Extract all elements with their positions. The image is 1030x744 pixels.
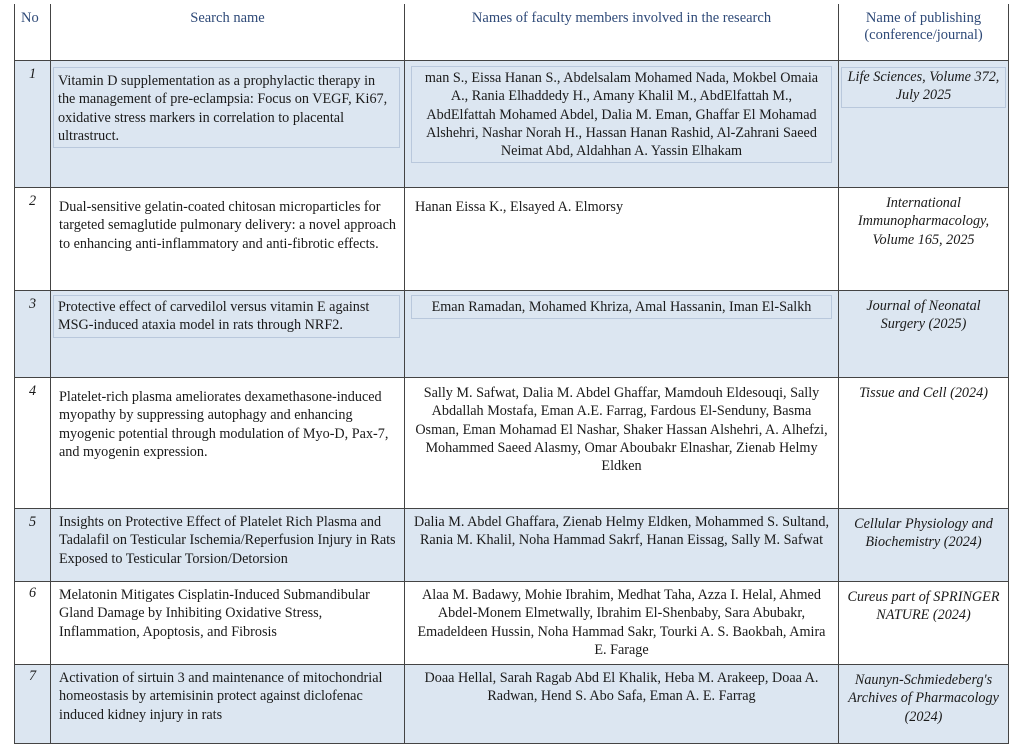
table-row xyxy=(15,582,1009,665)
table-row xyxy=(15,378,1009,509)
publication-name: Life Sciences, Volume 372, July 2025 xyxy=(841,67,1006,108)
research-title: Melatonin Mitigates Cisplatin-Induced Submandibular Gland Damage by Inhibiting Oxidative Stress, Inflammation, Apoptosis, and Fibrosis xyxy=(51,582,405,665)
faculty-members: Sally M. Safwat, Dalia M. Abdel Ghaffar, Mamdouh Eldesouqi, Sally Abdallah Mostafa, Eman A.E. Farrag, Fardous El-Senduny, Basma Osman, Eman Mohamad El Nashar, Shaker Hassan Alshehri, A. Alhefzi, Mohammed Saeed Alasmy, Omar Aboubakr Elnashar, Zienab Helmy Eldken xyxy=(405,378,839,509)
row-number: 7 xyxy=(15,665,51,744)
table-header-row xyxy=(15,4,1009,61)
table-row xyxy=(15,188,1009,291)
research-title: Protective effect of carvedilol versus vitamin E against MSG-induced ataxia model in rats through NRF2. xyxy=(53,295,400,338)
row-number: 5 xyxy=(15,509,51,582)
faculty-members: Doaa Hellal, Sarah Ragab Abd El Khalik, Heba M. Arakeep, Doaa A. Radwan, Hend S. Abo Safa, Eman A. E. Farrag xyxy=(405,665,839,744)
research-title: Insights on Protective Effect of Platelet Rich Plasma and Tadalafil on Testicular Ischemia/Reperfusion Injury in Rats Exposed to Testicular Torsion/Detorsion xyxy=(51,509,405,582)
research-title: Dual-sensitive gelatin-coated chitosan microparticles for targeted semaglutide pulmonary delivery: a novel approach to enhancing anti-inflammatory and anti-fibrotic effects. xyxy=(51,188,405,291)
faculty-members: man S., Eissa Hanan S., Abdelsalam Mohamed Nada, Mokbel Omaia A., Rania Elhaddedy H., Amany Khalil M., AbdElfattah M., AbdElfattah Mohamed Abdel, Dalia M. Eman, Ghaffar El Mohamad Alshehri, Nashar Norah H., Hassan Hanan Rashid, Al-Zahrani Saeed Neimat Abd, Aldahhan A. Yassin Elhakam xyxy=(411,66,832,163)
publication-name: Naunyn-Schmiedeberg's Archives of Pharmacology (2024) xyxy=(839,665,1009,744)
publication-name: Journal of Neonatal Surgery (2025) xyxy=(839,291,1009,378)
row-number: 3 xyxy=(15,291,51,378)
research-title: Platelet-rich plasma ameliorates dexamethasone-induced myopathy by suppressing autophagy and enhancing myogenic potential through modulation of Myo-D, Pax-7, and myogenin expression. xyxy=(51,378,405,509)
publication-name: Cellular Physiology and Biochemistry (2024) xyxy=(839,509,1009,582)
header-search-name: Search name xyxy=(51,4,405,61)
research-title: Activation of sirtuin 3 and maintenance of mitochondrial homeostasis by artemisinin protect against diclofenac induced kidney injury in rats xyxy=(51,665,405,744)
faculty-members: Alaa M. Badawy, Mohie Ibrahim, Medhat Taha, Azza I. Helal, Ahmed Abdel-Monem Elmetwally, Ibrahim El-Shenbaby, Sara Abubakr, Emadeldeen Hussin, Noha Hammad Sakr, Tourki A. S. Baokbah, Amira E. Farage xyxy=(405,582,839,665)
table-row xyxy=(15,509,1009,582)
row-number: 1 xyxy=(15,61,51,188)
faculty-members: Dalia M. Abdel Ghaffara, Zienab Helmy Eldken, Mohammed S. Sultand, Rania M. Khalil, Noha Hammad Sakrf, Hanan Eissag, Sally M. Safwat xyxy=(405,509,839,582)
row-number: 6 xyxy=(15,582,51,665)
publication-name: Cureus part of SPRINGER NATURE (2024) xyxy=(839,582,1009,665)
research-title: Vitamin D supplementation as a prophylactic therapy in the management of pre-eclampsia: Focus on VEGF, Ki67, oxidative stress markers in correlation to placental ultrastruct. xyxy=(53,67,400,148)
research-publications-table xyxy=(14,4,1009,744)
publication-name: International Immunopharmacology, Volume 165, 2025 xyxy=(839,188,1009,291)
research-table-container xyxy=(14,4,1009,744)
table-row xyxy=(15,665,1009,744)
header-no: No xyxy=(15,4,51,61)
faculty-members: Hanan Eissa K., Elsayed A. Elmorsy xyxy=(405,188,839,291)
header-publishing: Name of publishing (conference/journal) xyxy=(839,4,1009,61)
publication-name: Tissue and Cell (2024) xyxy=(839,378,1009,509)
header-faculty-members: Names of faculty members involved in the research xyxy=(405,4,839,61)
row-number: 2 xyxy=(15,188,51,291)
faculty-members: Eman Ramadan, Mohamed Khriza, Amal Hassanin, Iman El-Salkh xyxy=(411,295,832,319)
table-row xyxy=(15,291,1009,378)
row-number: 4 xyxy=(15,378,51,509)
table-row xyxy=(15,61,1009,188)
